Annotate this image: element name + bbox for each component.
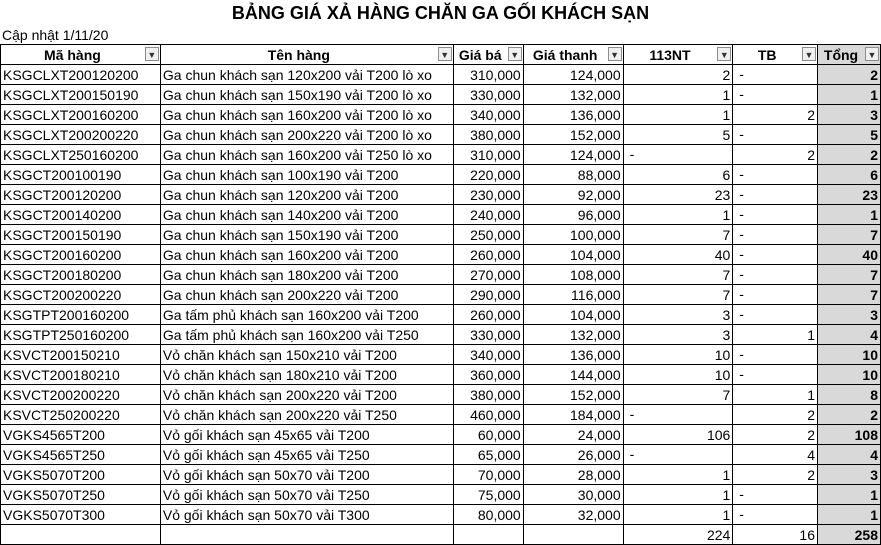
dash-marker: -: [739, 366, 744, 382]
filter-dropdown-icon[interactable]: ▼: [717, 47, 731, 61]
cell-value: 5: [722, 126, 731, 143]
stock-tb-cell[interactable]: [733, 485, 818, 505]
total-cell[interactable]: 10: [818, 345, 881, 365]
product-code-cell[interactable]: KSGCT200200220: [1, 285, 161, 305]
product-code-cell[interactable]: KSGTPT250160200: [1, 325, 161, 345]
product-name-cell[interactable]: Ga chun khách sạn 200x220 vải T200: [160, 285, 453, 305]
stock-tb-cell[interactable]: [733, 165, 818, 185]
product-name-cell[interactable]: Ga chun khách sạn 120x200 vải T200 lò xo: [160, 65, 453, 85]
cell-value: 7: [722, 386, 731, 403]
total-cell[interactable]: 2: [818, 405, 881, 425]
column-header-label: Tên hàng: [267, 46, 330, 63]
list-price-cell[interactable]: 65,000: [453, 445, 523, 465]
total-tb-cell[interactable]: 16: [733, 525, 818, 545]
list-price-cell[interactable]: 250,000: [453, 225, 523, 245]
product-name-cell[interactable]: Vỏ chăn khách sạn 150x210 vải T200: [160, 345, 453, 365]
stock-113nt-cell[interactable]: [623, 365, 733, 385]
column-header-label: Mã hàng: [44, 46, 101, 63]
column-header-113nt[interactable]: [623, 45, 733, 65]
cell[interactable]: [523, 525, 623, 545]
list-price-cell[interactable]: 340,000: [453, 345, 523, 365]
dash-marker: -: [739, 346, 744, 362]
dash-marker: -: [629, 446, 635, 462]
stock-tb-cell[interactable]: [733, 385, 818, 405]
stock-113nt-cell[interactable]: [623, 445, 733, 465]
stock-113nt-cell[interactable]: [623, 205, 733, 225]
product-name-cell[interactable]: Vỏ chăn khách sạn 200x220 vải T200: [160, 385, 453, 405]
table-row: [1, 385, 881, 405]
table-row: [1, 485, 881, 505]
stock-113nt-cell[interactable]: [623, 485, 733, 505]
product-name-cell[interactable]: Vỏ gối khách sạn 50x70 vải T300: [160, 505, 453, 525]
product-name-cell[interactable]: Vỏ gối khách sạn 50x70 vải T200: [160, 465, 453, 485]
stock-tb-cell[interactable]: [733, 145, 818, 165]
update-date: Cập nhật 1/11/20: [2, 27, 109, 43]
cell-value: 2: [807, 466, 815, 483]
column-header-total[interactable]: [818, 45, 881, 65]
list-price-cell[interactable]: 240,000: [453, 205, 523, 225]
list-price-cell[interactable]: 380,000: [453, 125, 523, 145]
sale-price-cell[interactable]: 28,000: [523, 465, 623, 485]
table-row: [1, 465, 881, 485]
product-name-cell[interactable]: Ga chun khách sạn 100x190 vải T200: [160, 165, 453, 185]
stock-tb-cell[interactable]: [733, 245, 818, 265]
dash-marker: -: [739, 226, 744, 242]
total-cell[interactable]: 108: [818, 425, 881, 445]
stock-113nt-cell[interactable]: [623, 425, 733, 445]
list-price-cell[interactable]: 260,000: [453, 305, 523, 325]
product-name-cell[interactable]: Ga tấm phủ khách sạn 160x200 vải T250: [160, 325, 453, 345]
table-row: [1, 205, 881, 225]
table-row: [1, 325, 881, 345]
stock-113nt-cell[interactable]: [623, 325, 733, 345]
product-name-cell[interactable]: Vỏ gối khách sạn 50x70 vải T250: [160, 485, 453, 505]
column-header-price[interactable]: [453, 45, 523, 65]
total-cell[interactable]: 8: [818, 385, 881, 405]
sale-price-cell[interactable]: 26,000: [523, 445, 623, 465]
product-code-cell[interactable]: KSVCT250200220: [1, 405, 161, 425]
stock-tb-cell[interactable]: [733, 465, 818, 485]
product-name-cell[interactable]: Ga chun khách sạn 120x200 vải T200: [160, 185, 453, 205]
sale-price-cell[interactable]: 100,000: [523, 225, 623, 245]
list-price-cell[interactable]: 290,000: [453, 285, 523, 305]
list-price-cell[interactable]: 330,000: [453, 325, 523, 345]
product-name-cell[interactable]: Vỏ chăn khách sạn 180x210 vải T200: [160, 365, 453, 385]
cell-value: 7: [722, 226, 731, 243]
table-row: [1, 65, 881, 85]
stock-113nt-cell[interactable]: [623, 225, 733, 245]
total-cell[interactable]: 7: [818, 285, 881, 305]
stock-tb-cell[interactable]: [733, 65, 818, 85]
total-cell[interactable]: 1: [818, 505, 881, 525]
sale-price-cell[interactable]: 88,000: [523, 165, 623, 185]
stock-tb-cell[interactable]: [733, 305, 818, 325]
cell[interactable]: [1, 525, 161, 545]
stock-tb-cell[interactable]: [733, 425, 818, 445]
product-name-cell[interactable]: Vỏ chăn khách sạn 200x220 vải T250: [160, 405, 453, 425]
product-code-cell[interactable]: KSGCT200100190: [1, 165, 161, 185]
stock-113nt-cell[interactable]: [623, 105, 733, 125]
stock-tb-cell[interactable]: [733, 265, 818, 285]
filter-dropdown-icon[interactable]: ▼: [145, 47, 159, 61]
cell-value: 1: [722, 466, 731, 483]
list-price-cell[interactable]: 80,000: [453, 505, 523, 525]
sale-price-cell[interactable]: 152,000: [523, 385, 623, 405]
product-code-cell[interactable]: KSVCT200180210: [1, 365, 161, 385]
product-code-cell[interactable]: VGKS5070T250: [1, 485, 161, 505]
column-header-label: 113NT: [649, 46, 691, 63]
product-name-cell[interactable]: Ga chun khách sạn 160x200 vải T200: [160, 245, 453, 265]
cell-value: 2: [807, 426, 815, 443]
table-row: [1, 145, 881, 165]
product-name-cell[interactable]: Ga chun khách sạn 160x200 vải T200 lò xo: [160, 105, 453, 125]
list-price-cell[interactable]: 360,000: [453, 365, 523, 385]
cell-value: 10: [714, 366, 731, 383]
product-name-cell[interactable]: Ga chun khách sạn 150x190 vải T200: [160, 225, 453, 245]
product-code-cell[interactable]: KSGCLXT250160200: [1, 145, 161, 165]
stock-113nt-cell[interactable]: [623, 85, 733, 105]
stock-113nt-cell[interactable]: [623, 245, 733, 265]
product-code-cell[interactable]: KSGCT200120200: [1, 185, 161, 205]
dash-marker: -: [739, 66, 744, 82]
dash-marker: -: [739, 286, 744, 302]
cell[interactable]: [453, 525, 523, 545]
stock-tb-cell[interactable]: [733, 185, 818, 205]
stock-113nt-cell[interactable]: [623, 145, 733, 165]
cell-value: 1: [722, 486, 731, 503]
table-row: [1, 305, 881, 325]
stock-113nt-cell[interactable]: [623, 285, 733, 305]
list-price-cell[interactable]: 75,000: [453, 485, 523, 505]
sale-price-cell[interactable]: 124,000: [523, 65, 623, 85]
table-row: [1, 365, 881, 385]
stock-tb-cell[interactable]: [733, 505, 818, 525]
product-name-cell[interactable]: Ga tấm phủ khách sạn 160x200 vải T200: [160, 305, 453, 325]
column-header-label: Tổng: [823, 46, 859, 63]
table-row: [1, 405, 881, 425]
product-code-cell[interactable]: KSVCT200150210: [1, 345, 161, 365]
sale-price-cell[interactable]: 184,000: [523, 405, 623, 425]
sale-price-cell[interactable]: 124,000: [523, 145, 623, 165]
sale-price-cell[interactable]: 132,000: [523, 325, 623, 345]
column-header-name[interactable]: [160, 45, 453, 65]
product-name-cell[interactable]: Vỏ gối khách sạn 45x65 vải T200: [160, 425, 453, 445]
total-cell[interactable]: 7: [818, 225, 881, 245]
total-cell[interactable]: 3: [818, 105, 881, 125]
stock-tb-cell[interactable]: [733, 365, 818, 385]
filter-dropdown-icon[interactable]: ▼: [608, 47, 622, 61]
filter-dropdown-icon[interactable]: ▼: [508, 47, 522, 61]
total-cell[interactable]: 7: [818, 265, 881, 285]
total-cell[interactable]: 3: [818, 465, 881, 485]
cell-value: 2: [807, 146, 815, 163]
table-row: [1, 225, 881, 245]
stock-tb-cell[interactable]: [733, 345, 818, 365]
stock-113nt-cell[interactable]: [623, 165, 733, 185]
filter-dropdown-icon[interactable]: ▼: [865, 47, 879, 61]
cell-value: 2: [722, 66, 731, 83]
sale-price-cell[interactable]: 104,000: [523, 305, 623, 325]
cell-value: 6: [722, 166, 731, 183]
product-code-cell[interactable]: VGKS5070T200: [1, 465, 161, 485]
sale-price-cell[interactable]: 96,000: [523, 205, 623, 225]
product-name-cell[interactable]: Vỏ gối khách sạn 45x65 vải T250: [160, 445, 453, 465]
stock-tb-cell[interactable]: [733, 285, 818, 305]
stock-113nt-cell[interactable]: [623, 345, 733, 365]
table-row: [1, 185, 881, 205]
total-cell[interactable]: 4: [818, 325, 881, 345]
total-cell[interactable]: 1: [818, 205, 881, 225]
stock-tb-cell[interactable]: [733, 125, 818, 145]
dash-marker: -: [739, 166, 744, 182]
sale-price-cell[interactable]: 152,000: [523, 125, 623, 145]
stock-113nt-cell[interactable]: [623, 265, 733, 285]
sale-price-cell[interactable]: 136,000: [523, 345, 623, 365]
list-price-cell[interactable]: 330,000: [453, 85, 523, 105]
product-code-cell[interactable]: VGKS4565T200: [1, 425, 161, 445]
cell-value: 3: [722, 326, 731, 343]
table-row: [1, 445, 881, 465]
cell-value: 106: [706, 426, 731, 443]
stock-113nt-cell[interactable]: [623, 465, 733, 485]
total-cell[interactable]: 40: [818, 245, 881, 265]
list-price-cell[interactable]: 460,000: [453, 405, 523, 425]
cell-value: 4: [807, 446, 815, 463]
total-cell[interactable]: 3: [818, 305, 881, 325]
table-row: [1, 85, 881, 105]
cell-value: 1: [722, 106, 731, 123]
sale-price-cell[interactable]: 144,000: [523, 365, 623, 385]
product-code-cell[interactable]: KSGCLXT200150190: [1, 85, 161, 105]
dash-marker: -: [629, 406, 635, 422]
product-name-cell[interactable]: Ga chun khách sạn 160x200 vải T250 lò xo: [160, 145, 453, 165]
product-code-cell[interactable]: KSGCLXT200160200: [1, 105, 161, 125]
total-cell[interactable]: 2: [818, 65, 881, 85]
cell-value: 7: [722, 266, 731, 283]
dash-marker: -: [739, 306, 744, 322]
cell-value: 2: [807, 406, 815, 423]
dash-marker: -: [739, 206, 744, 222]
stock-113nt-cell[interactable]: [623, 125, 733, 145]
sale-price-cell[interactable]: 30,000: [523, 485, 623, 505]
product-code-cell[interactable]: KSGCT200150190: [1, 225, 161, 245]
product-code-cell[interactable]: KSGCLXT200120200: [1, 65, 161, 85]
cell-value: 1: [722, 506, 731, 523]
cell-value: 1: [722, 86, 731, 103]
total-cell[interactable]: 1: [818, 485, 881, 505]
sale-price-cell[interactable]: 92,000: [523, 185, 623, 205]
cell-value: 1: [807, 386, 815, 403]
total-cell[interactable]: 2: [818, 145, 881, 165]
list-price-cell[interactable]: 230,000: [453, 185, 523, 205]
cell-value: 1: [722, 206, 731, 223]
dash-marker: -: [739, 266, 744, 282]
list-price-cell[interactable]: 270,000: [453, 265, 523, 285]
column-header-label: TB: [757, 46, 777, 63]
header-row: [1, 45, 881, 65]
list-price-cell[interactable]: 310,000: [453, 145, 523, 165]
sheet-title: BẢNG GIÁ XẢ HÀNG CHĂN GA GỐI KHÁCH SẠN: [231, 3, 650, 23]
table-row: [1, 245, 881, 265]
cell[interactable]: [160, 525, 453, 545]
table-row: [1, 505, 881, 525]
column-header-code[interactable]: [1, 45, 161, 65]
table-row: [1, 125, 881, 145]
product-code-cell[interactable]: KSGCLXT200200220: [1, 125, 161, 145]
sale-price-cell[interactable]: 108,000: [523, 265, 623, 285]
stock-tb-cell[interactable]: [733, 405, 818, 425]
total-cell[interactable]: 1: [818, 85, 881, 105]
table-row: [1, 345, 881, 365]
product-name-cell[interactable]: Ga chun khách sạn 150x190 vải T200 lò xo: [160, 85, 453, 105]
stock-113nt-cell[interactable]: [623, 65, 733, 85]
product-code-cell[interactable]: VGKS5070T300: [1, 505, 161, 525]
cell-value: 3: [722, 306, 731, 323]
sale-price-cell[interactable]: 132,000: [523, 85, 623, 105]
dash-marker: -: [739, 126, 744, 142]
cell-value: 1: [807, 326, 815, 343]
stock-113nt-cell[interactable]: [623, 305, 733, 325]
table-row: [1, 285, 881, 305]
column-header-sale-price[interactable]: [523, 45, 623, 65]
total-cell[interactable]: 5: [818, 125, 881, 145]
stock-tb-cell[interactable]: [733, 205, 818, 225]
dash-marker: -: [739, 86, 744, 102]
filter-dropdown-icon[interactable]: ▼: [438, 47, 452, 61]
product-name-cell[interactable]: Ga chun khách sạn 200x220 vải T200 lò xo: [160, 125, 453, 145]
stock-113nt-cell[interactable]: [623, 505, 733, 525]
grand-total-cell[interactable]: 258: [818, 525, 881, 545]
list-price-cell[interactable]: 70,000: [453, 465, 523, 485]
stock-tb-cell[interactable]: [733, 85, 818, 105]
sale-price-cell[interactable]: 136,000: [523, 105, 623, 125]
price-table: [0, 44, 881, 545]
total-cell[interactable]: 23: [818, 185, 881, 205]
total-cell[interactable]: 6: [818, 165, 881, 185]
dash-marker: -: [629, 146, 635, 162]
dash-marker: -: [739, 506, 744, 522]
product-code-cell[interactable]: KSGCT200140200: [1, 205, 161, 225]
product-code-cell[interactable]: VGKS4565T250: [1, 445, 161, 465]
stock-113nt-cell[interactable]: [623, 385, 733, 405]
column-header-label: Giá thanh: [532, 46, 598, 63]
product-name-cell[interactable]: Ga chun khách sạn 180x200 vải T200: [160, 265, 453, 285]
cell-value: 10: [714, 346, 731, 363]
list-price-cell[interactable]: 220,000: [453, 165, 523, 185]
product-code-cell[interactable]: KSGCT200180200: [1, 265, 161, 285]
stock-tb-cell[interactable]: [733, 325, 818, 345]
cell-value: 7: [722, 286, 731, 303]
stock-tb-cell[interactable]: [733, 105, 818, 125]
table-row: [1, 105, 881, 125]
table-row: [1, 425, 881, 445]
totals-row: [1, 525, 881, 545]
total-cell[interactable]: 10: [818, 365, 881, 385]
total-cell[interactable]: 4: [818, 445, 881, 465]
stock-tb-cell[interactable]: [733, 445, 818, 465]
sale-price-cell[interactable]: 116,000: [523, 285, 623, 305]
cell-value: 40: [714, 246, 731, 263]
sale-price-cell[interactable]: 104,000: [523, 245, 623, 265]
table-row: [1, 265, 881, 285]
filter-dropdown-icon[interactable]: ▼: [802, 47, 816, 61]
stock-tb-cell[interactable]: [733, 225, 818, 245]
list-price-cell[interactable]: 340,000: [453, 105, 523, 125]
dash-marker: -: [739, 246, 744, 262]
list-price-cell[interactable]: 310,000: [453, 65, 523, 85]
product-code-cell[interactable]: KSGCT200160200: [1, 245, 161, 265]
stock-113nt-cell[interactable]: [623, 185, 733, 205]
stock-113nt-cell[interactable]: [623, 405, 733, 425]
cell-value: 2: [807, 106, 815, 123]
column-header-label: Giá bá: [458, 46, 502, 63]
product-code-cell[interactable]: KSVCT200200220: [1, 385, 161, 405]
sale-price-cell[interactable]: 24,000: [523, 425, 623, 445]
column-header-tb[interactable]: [733, 45, 818, 65]
product-code-cell[interactable]: KSGTPT200160200: [1, 305, 161, 325]
product-name-cell[interactable]: Ga chun khách sạn 140x200 vải T200: [160, 205, 453, 225]
table-row: [1, 165, 881, 185]
dash-marker: -: [739, 486, 744, 502]
total-113nt-cell[interactable]: 224: [623, 525, 733, 545]
list-price-cell[interactable]: 380,000: [453, 385, 523, 405]
dash-marker: -: [739, 186, 744, 202]
list-price-cell[interactable]: 260,000: [453, 245, 523, 265]
list-price-cell[interactable]: 60,000: [453, 425, 523, 445]
cell-value: 23: [714, 186, 731, 203]
sale-price-cell[interactable]: 32,000: [523, 505, 623, 525]
